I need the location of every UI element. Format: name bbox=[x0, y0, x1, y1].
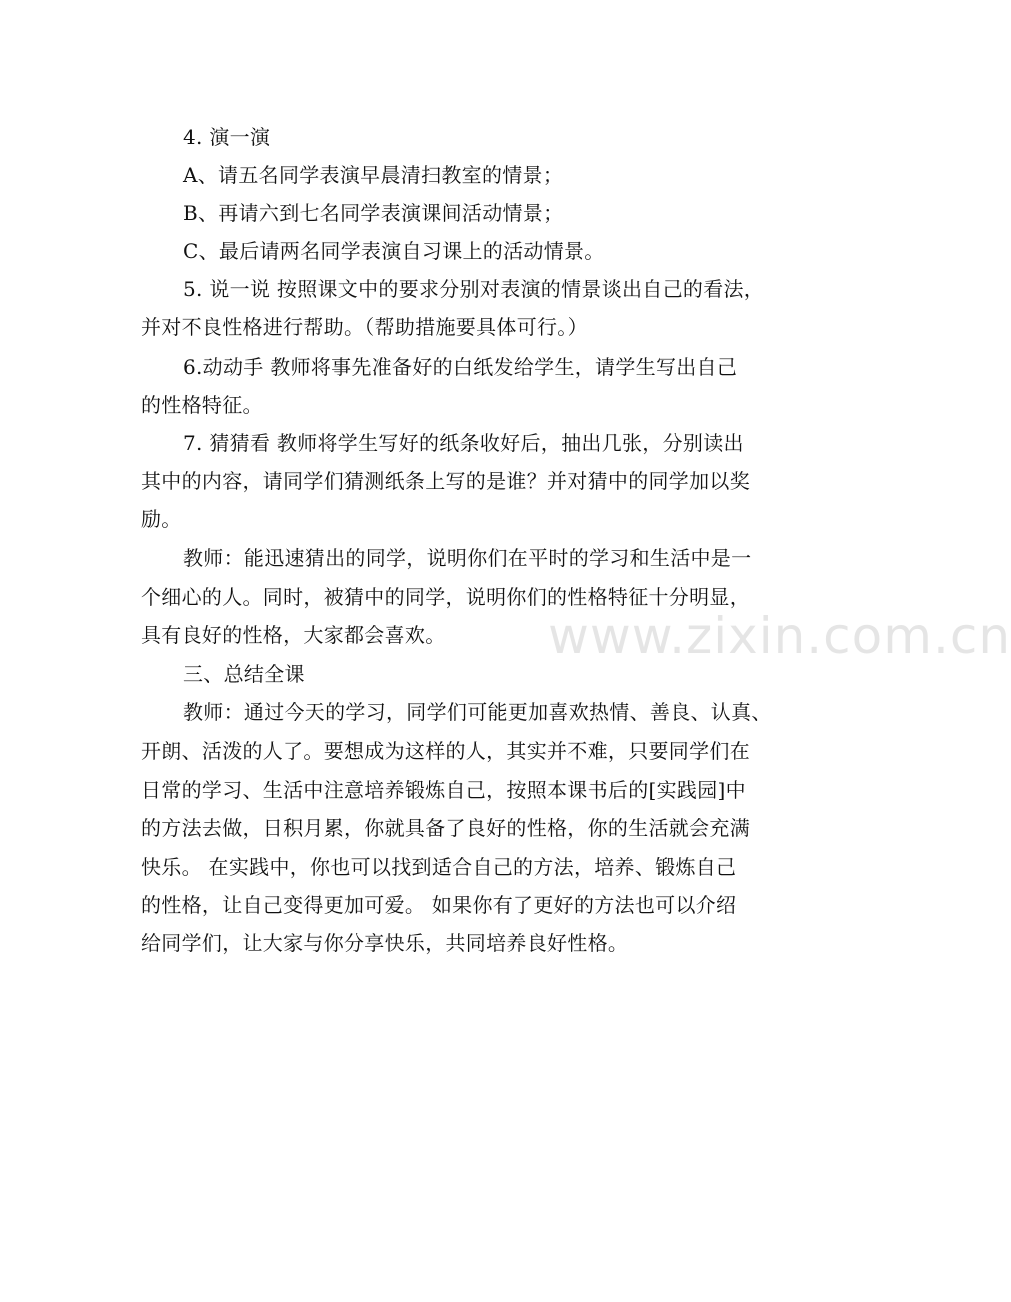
text-line: 个细心的人。同时，被猜中的同学，说明你们的性格特征十分明显， bbox=[141, 585, 750, 609]
text-line: 快乐。 在实践中，你也可以找到适合自己的方法，培养、锻炼自己 bbox=[141, 855, 737, 879]
text-line: 的性格，让自己变得更加可爱。 如果你有了更好的方法也可以介绍 bbox=[141, 893, 737, 917]
text-line: 其中的内容，请同学们猜测纸条上写的是谁？并对猜中的同学加以奖 bbox=[141, 469, 750, 493]
text-line: 5. 说一说 按照课文中的要求分别对表演的情景谈出自己的看法， bbox=[183, 277, 765, 301]
text-line: 并对不良性格进行帮助。（帮助措施要具体可行。） bbox=[141, 315, 588, 339]
text-line: 7. 猜猜看 教师将学生写好的纸条收好后，抽出几张，分别读出 bbox=[183, 431, 744, 455]
text-line: 的性格特征。 bbox=[141, 393, 263, 417]
text-line: 教师：通过今天的学习，同学们可能更加喜欢热情、善良、认真、 bbox=[183, 700, 772, 724]
text-line: 给同学们，让大家与你分享快乐，共同培养良好性格。 bbox=[141, 931, 629, 955]
section-heading-summary: 三、总结全课 bbox=[183, 662, 305, 686]
heading-act-out: 4. 演一演 bbox=[183, 125, 271, 149]
text-line: 教师：能迅速猜出的同学，说明你们在平时的学习和生活中是一 bbox=[183, 546, 752, 570]
text-line: 日常的学习、生活中注意培养锻炼自己，按照本课书后的[实践园]中 bbox=[141, 778, 746, 802]
text-line: C、最后请两名同学表演自习课上的活动情景。 bbox=[183, 239, 605, 263]
watermark: www.zixin.com.cn bbox=[548, 607, 1011, 665]
text-line: 6.动动手 教师将事先准备好的白纸发给学生，请学生写出自己 bbox=[183, 355, 738, 379]
text-line: 开朗、活泼的人了。要想成为这样的人，其实并不难，只要同学们在 bbox=[141, 739, 750, 763]
text-line: 励。 bbox=[141, 507, 182, 531]
text-line: B、再请六到七名同学表演课间活动情景； bbox=[183, 201, 564, 225]
text-line: 的方法去做，日积月累，你就具备了良好的性格，你的生活就会充满 bbox=[141, 816, 750, 840]
text-line: A、请五名同学表演早晨清扫教室的情景； bbox=[183, 163, 564, 187]
text-line: 具有良好的性格，大家都会喜欢。 bbox=[141, 623, 446, 647]
